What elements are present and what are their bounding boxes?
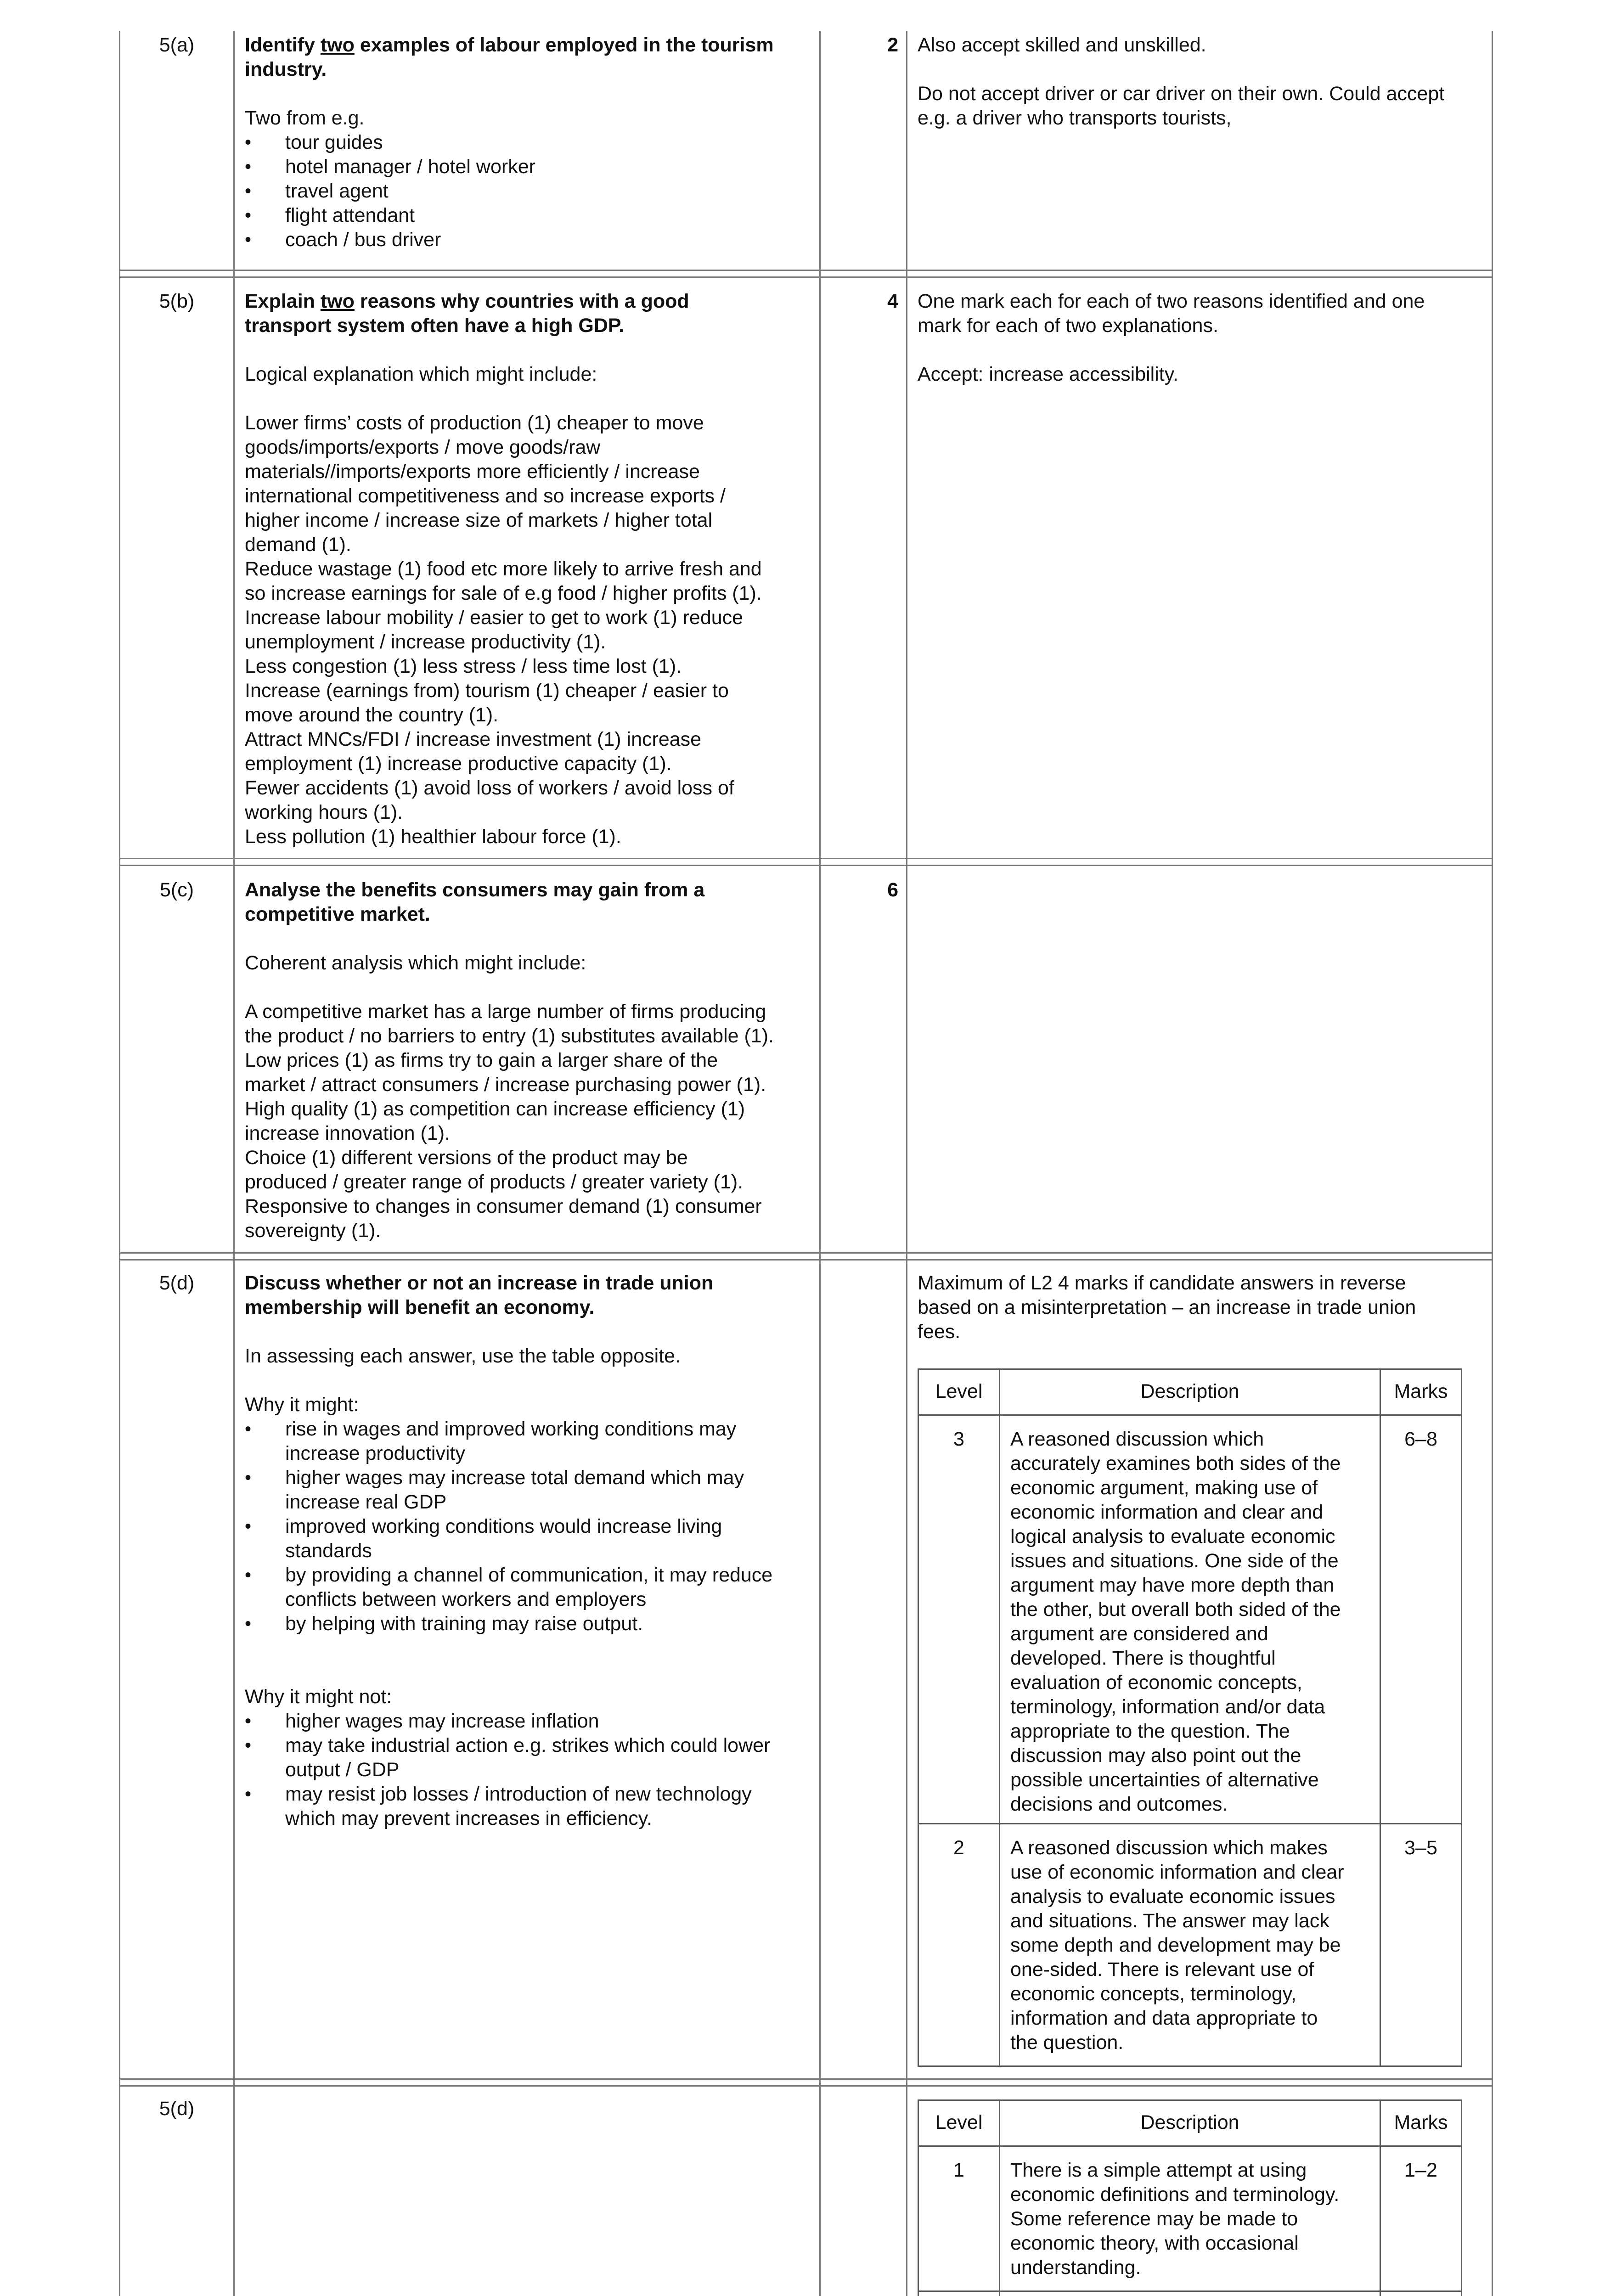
answer-line: Increase (earnings from) tourism (1) cheaper / easier to <box>245 680 729 702</box>
level-description-line: decisions and outcomes. <box>1010 1793 1228 1815</box>
answer-bullet: coach / bus driver <box>285 229 441 251</box>
bullet-icon: • <box>245 157 252 177</box>
question-text-line: industry. <box>245 58 327 80</box>
answer-line: Less pollution (1) healthier labour force (1). <box>245 826 621 848</box>
level-description-line: economic definitions and terminology. <box>1010 2183 1340 2206</box>
bullet-icon: • <box>245 1614 252 1634</box>
guidance-text: fees. <box>918 1321 961 1343</box>
row-separator <box>119 276 1493 278</box>
answer-line: Responsive to changes in consumer demand (1) consumer <box>245 1195 762 1217</box>
answer-line: higher income / increase size of markets / higher total <box>245 509 713 531</box>
level-description-line: economic theory, with occasional <box>1010 2232 1299 2254</box>
row-separator <box>119 2078 1493 2080</box>
answer-bullet-cont: output / GDP <box>285 1759 400 1781</box>
level-marks: 6–8 <box>1404 1428 1437 1450</box>
level-description-line: argument may have more depth than <box>1010 1574 1335 1596</box>
question-number: 5(a) <box>159 34 195 56</box>
answer-intro: Logical explanation which might include: <box>245 363 597 385</box>
level-marks: 3–5 <box>1404 1837 1437 1859</box>
answer-bullet-cont: conflicts between workers and employers <box>285 1588 647 1610</box>
level-description-line: issues and situations. One side of the <box>1010 1550 1339 1572</box>
guidance-text: One mark each for each of two reasons identified and one <box>918 290 1425 312</box>
level-description-line: argument are considered and <box>1010 1623 1268 1645</box>
answer-bullet: rise in wages and improved working conditions may <box>285 1418 737 1440</box>
level-description-line: discussion may also point out the <box>1010 1745 1301 1767</box>
answer-line: Attract MNCs/FDI / increase investment (1) increase <box>245 728 702 750</box>
question-text-part: Explain <box>245 290 321 312</box>
level-description-line: possible uncertainties of alternative <box>1010 1769 1319 1791</box>
question-text-part: reasons why countries with a good <box>354 290 689 312</box>
question-number: 5(b) <box>159 290 195 312</box>
row-separator <box>119 865 1493 866</box>
level-description-line: There is a simple attempt at using <box>1010 2159 1307 2181</box>
row-separator <box>119 1259 1493 1261</box>
answer-line: Reduce wastage (1) food etc more likely to arrive fresh and <box>245 558 762 580</box>
answer-bullet: by helping with training may raise output. <box>285 1613 643 1635</box>
level-description-line: accurately examines both sides of the <box>1010 1452 1341 1474</box>
table-border-left <box>119 31 120 2296</box>
level-description-line: A reasoned discussion which <box>1010 1428 1264 1450</box>
level-description-line: Some reference may be made to <box>1010 2208 1298 2230</box>
guidance-text: mark for each of two explanations. <box>918 315 1218 337</box>
level-description-line: A reasoned discussion which makes <box>1010 1837 1328 1859</box>
question-text-part: examples of labour employed in the tourism <box>354 34 774 56</box>
answer-bullet: tour guides <box>285 131 383 153</box>
level-description-line: developed. There is thoughtful <box>1010 1647 1276 1669</box>
question-text-part: Identify <box>245 34 321 56</box>
why-it-might-not-heading: Why it might not: <box>245 1686 392 1708</box>
level-description-line: information and data appropriate to <box>1010 2007 1318 2029</box>
row-separator <box>119 270 1493 271</box>
question-text-line: competitive market. <box>245 903 430 925</box>
answer-bullet-cont: which may prevent increases in efficiency. <box>285 1807 653 1829</box>
answer-bullet: higher wages may increase inflation <box>285 1710 599 1732</box>
level-description-line: the question. <box>1010 2032 1124 2054</box>
bullet-icon: • <box>245 1735 252 1756</box>
level-description-line: economic information and clear and <box>1010 1501 1324 1523</box>
answer-line: market / attract consumers / increase purchasing power (1). <box>245 1074 766 1096</box>
level-value: 2 <box>953 1837 964 1859</box>
answer-line: goods/imports/exports / move goods/raw <box>245 436 601 458</box>
guidance-text: Also accept skilled and unskilled. <box>918 34 1206 56</box>
answer-intro: In assessing each answer, use the table opposite. <box>245 1345 681 1367</box>
bullet-icon: • <box>245 1711 252 1731</box>
level-description-line: one-sided. There is relevant use of <box>1010 1958 1314 1981</box>
level-table-row-divider <box>918 1414 1462 1416</box>
row-separator <box>119 858 1493 859</box>
answer-line: move around the country (1). <box>245 704 499 726</box>
bullet-icon: • <box>245 1565 252 1585</box>
marks-header: Marks <box>1394 2111 1448 2133</box>
level-table-row-divider <box>918 2290 1462 2292</box>
marks-value: 4 <box>887 290 898 312</box>
answer-line: Choice (1) different versions of the product may be <box>245 1147 688 1169</box>
level-description-line: and situations. The answer may lack <box>1010 1910 1329 1932</box>
question-text-underlined: two <box>320 290 355 312</box>
answer-line: so increase earnings for sale of e.g food / higher profits (1). <box>245 582 762 604</box>
level-description-line: understanding. <box>1010 2257 1141 2279</box>
answer-line: produced / greater range of products / greater variety (1). <box>245 1171 744 1193</box>
why-it-might-heading: Why it might: <box>245 1394 359 1416</box>
question-number: 5(d) <box>159 2098 195 2120</box>
answer-bullet: flight attendant <box>285 204 415 226</box>
answer-line: international competitiveness and so increase exports / <box>245 485 726 507</box>
table-divider-question <box>233 31 235 2296</box>
bullet-icon: • <box>245 230 252 250</box>
answer-line: sovereignty (1). <box>245 1220 381 1242</box>
question-number: 5(d) <box>159 1272 195 1294</box>
level-description-line: economic argument, making use of <box>1010 1477 1318 1499</box>
answer-line: employment (1) increase productive capacity (1). <box>245 753 672 775</box>
row-separator <box>119 2085 1493 2087</box>
table-divider-answer <box>819 31 821 2296</box>
answer-bullet-cont: increase real GDP <box>285 1491 447 1513</box>
level-value: 1 <box>953 2159 964 2181</box>
bullet-icon: • <box>245 1419 252 1439</box>
description-header: Description <box>1140 2111 1239 2133</box>
answer-bullet-cont: standards <box>285 1540 372 1562</box>
question-text-underlined: two <box>320 34 355 56</box>
question-text: Analyse the benefits consumers may gain from a <box>245 879 705 901</box>
bullet-icon: • <box>245 205 252 225</box>
level-description-line: use of economic information and clear <box>1010 1861 1344 1883</box>
bullet-icon: • <box>245 132 252 152</box>
answer-line: materials//imports/exports more efficiently / increase <box>245 461 700 483</box>
table-divider-marks <box>906 31 907 2296</box>
guidance-text: Do not accept driver or car driver on their own. Could accept <box>918 83 1445 105</box>
answer-line: demand (1). <box>245 534 351 556</box>
level-table-row-divider <box>918 1823 1462 1824</box>
question-text <box>245 289 689 314</box>
level-description-line: terminology, information and/or data <box>1010 1696 1325 1718</box>
question-number: 5(c) <box>159 879 194 901</box>
level-table-col-divider <box>999 1368 1000 2067</box>
answer-bullet: higher wages may increase total demand which may <box>285 1467 744 1489</box>
marks-header: Marks <box>1394 1380 1448 1402</box>
guidance-text: Maximum of L2 4 marks if candidate answers in reverse <box>918 1272 1406 1294</box>
question-text <box>245 33 774 57</box>
level-description-line: analysis to evaluate economic issues <box>1010 1885 1335 1908</box>
answer-intro: Two from e.g. <box>245 107 365 129</box>
question-text-line: membership will benefit an economy. <box>245 1296 595 1318</box>
bullet-icon: • <box>245 1784 252 1804</box>
answer-bullet: may take industrial action e.g. strikes which could lower <box>285 1734 771 1756</box>
answer-line: Low prices (1) as firms try to gain a larger share of the <box>245 1049 718 1071</box>
description-header: Description <box>1140 1380 1239 1402</box>
answer-line: Increase labour mobility / easier to get to work (1) reduce <box>245 607 744 629</box>
guidance-text: e.g. a driver who transports tourists, <box>918 107 1232 129</box>
level-marks: 1–2 <box>1404 2159 1437 2181</box>
marks-value: 2 <box>887 34 898 56</box>
answer-bullet: travel agent <box>285 180 389 202</box>
answer-line: High quality (1) as competition can increase efficiency (1) <box>245 1098 745 1120</box>
level-table-row-divider <box>918 2145 1462 2147</box>
row-separator <box>119 1252 1493 1254</box>
answer-bullet: may resist job losses / introduction of new technology <box>285 1783 752 1805</box>
bullet-icon: • <box>245 1516 252 1536</box>
answer-bullet: hotel manager / hotel worker <box>285 156 535 178</box>
level-description-line: appropriate to the question. The <box>1010 1720 1290 1742</box>
level-description-line: the other, but overall both sided of the <box>1010 1598 1341 1621</box>
guidance-text: Accept: increase accessibility. <box>918 363 1178 385</box>
bullet-icon: • <box>245 181 252 201</box>
answer-bullet: improved working conditions would increase living <box>285 1515 722 1537</box>
answer-line: the product / no barriers to entry (1) substitutes available (1). <box>245 1025 774 1047</box>
level-description-line: logical analysis to evaluate economic <box>1010 1525 1335 1548</box>
guidance-text: based on a misinterpretation – an increase in trade union <box>918 1296 1416 1318</box>
level-description-line: evaluation of economic concepts, <box>1010 1671 1302 1694</box>
answer-line: A competitive market has a large number of firms producing <box>245 1001 766 1023</box>
answer-line: Less congestion (1) less stress / less time lost (1). <box>245 655 682 677</box>
question-text: Discuss whether or not an increase in trade union <box>245 1272 714 1294</box>
answer-line: unemployment / increase productivity (1). <box>245 631 606 653</box>
answer-line: Fewer accidents (1) avoid loss of workers / avoid loss of <box>245 777 734 799</box>
answer-line: Lower firms’ costs of production (1) cheaper to move <box>245 412 704 434</box>
marks-value: 6 <box>887 879 898 901</box>
level-header: Level <box>935 1380 983 1402</box>
level-table-col-divider <box>1380 1368 1381 2067</box>
level-value: 3 <box>953 1428 964 1450</box>
level-header: Level <box>935 2111 983 2133</box>
level-description-line: some depth and development may be <box>1010 1934 1341 1956</box>
table-border-right <box>1492 31 1493 2296</box>
answer-line: working hours (1). <box>245 801 403 823</box>
question-text-line: transport system often have a high GDP. <box>245 315 624 337</box>
answer-line: increase innovation (1). <box>245 1122 450 1144</box>
level-description-line: economic concepts, terminology, <box>1010 1983 1296 2005</box>
answer-intro: Coherent analysis which might include: <box>245 952 586 974</box>
answer-bullet: by providing a channel of communication, it may reduce <box>285 1564 773 1586</box>
bullet-icon: • <box>245 1468 252 1488</box>
answer-bullet-cont: increase productivity <box>285 1442 465 1464</box>
